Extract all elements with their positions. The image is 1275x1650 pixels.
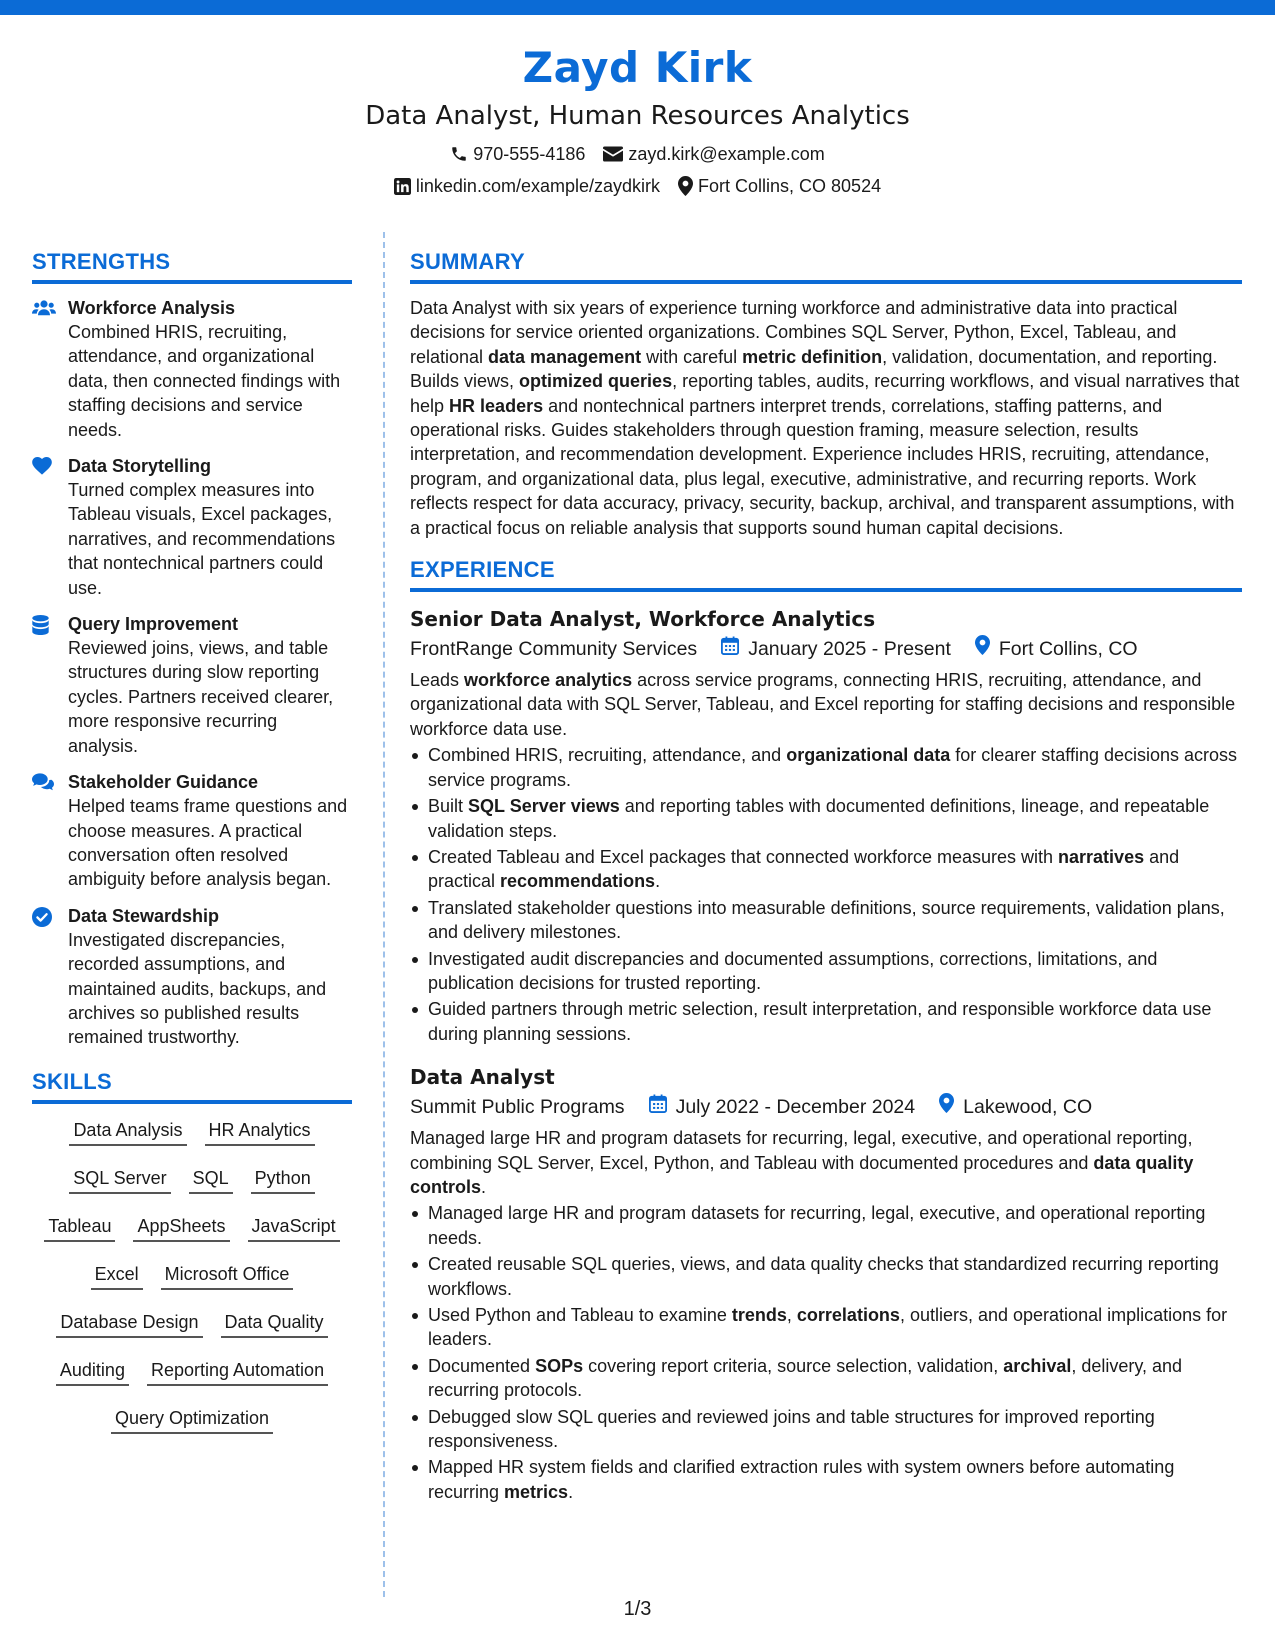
skill-tag: Python <box>251 1166 315 1194</box>
bullet-item: Debugged slow SQL queries and reviewed joins and table structures for improved reporting responsiveness. <box>410 1405 1242 1454</box>
summary-heading: SUMMARY <box>410 248 1242 284</box>
job-description: Managed large HR and program datasets for recurring, legal, executive, and operational reporting, combining SQL Server, Excel, Python, and Tableau with documented procedures and data quality controls. <box>410 1128 1194 1197</box>
check-circle-icon <box>32 904 54 1050</box>
strengths-heading: STRENGTHS <box>32 248 352 284</box>
candidate-title: Data Analyst, Human Resources Analytics <box>365 101 910 131</box>
job-location: Lakewood, CO <box>963 1096 1093 1119</box>
strength-item <box>32 296 352 442</box>
skill-tag: Tableau <box>44 1214 115 1242</box>
strength-desc: Turned complex measures into Tableau visuals, Excel packages, narratives, and recommendations that nontechnical partners could use. <box>68 480 336 598</box>
job-bullets <box>410 743 1242 1046</box>
bullet-item: Investigated audit discrepancies and documented assumptions, corrections, limitations, and publication decisions for trusted reporting. <box>410 947 1242 996</box>
company-name: FrontRange Community Services <box>410 638 698 661</box>
job-bullets <box>410 1201 1242 1504</box>
bullet-item: Combined HRIS, recruiting, attendance, and organizational data for clearer staffing decisions across service programs. <box>410 743 1242 792</box>
job-meta <box>410 1092 1242 1122</box>
strength-title: Stakeholder Guidance <box>68 772 259 793</box>
users-icon <box>32 296 54 442</box>
skill-tag: AppSheets <box>133 1214 229 1242</box>
right-column <box>410 248 1242 1520</box>
strength-item <box>32 770 352 892</box>
job-title: Data Analyst <box>410 1065 555 1090</box>
strength-item <box>32 454 352 600</box>
skill-tag: SQL Server <box>69 1166 170 1194</box>
job-location: Fort Collins, CO <box>998 638 1138 661</box>
contact-row-1 <box>0 142 1275 166</box>
email-text: zayd.kirk@example.com <box>628 144 825 164</box>
calendar-icon <box>721 634 739 664</box>
strength-desc: Combined HRIS, recruiting, attendance, and organizational data, then connected findings with staffing decisions and service needs. <box>68 322 341 440</box>
skill-tag: Excel <box>91 1262 143 1290</box>
skills-list <box>32 1118 352 1434</box>
bullet-item: Documented SOPs covering report criteria, source selection, validation, archival, delivery, and recurring protocols. <box>410 1354 1242 1403</box>
bullet-item: Guided partners through metric selection, result interpretation, and responsible workforce data use during planning sessions. <box>410 997 1242 1046</box>
skills-heading: SKILLS <box>32 1068 352 1104</box>
strength-desc: Reviewed joins, views, and table structures during slow reporting cycles. Partners received clearer, more responsive recurring analysis. <box>68 638 334 756</box>
strength-title: Query Improvement <box>68 614 239 635</box>
bullet-item: Created Tableau and Excel packages that connected workforce measures with narratives and practical recommendations. <box>410 845 1242 894</box>
linkedin-icon <box>394 178 411 195</box>
job-entry <box>410 604 1242 1046</box>
email-contact[interactable] <box>603 142 824 166</box>
contact-row-2 <box>0 174 1275 198</box>
linkedin-text: linkedin.com/example/zaydkirk <box>415 176 661 196</box>
skill-tag: Reporting Automation <box>147 1358 328 1386</box>
skill-tag: SQL <box>189 1166 233 1194</box>
strength-item <box>32 904 352 1050</box>
candidate-name: Zayd Kirk <box>522 43 753 92</box>
database-icon <box>32 612 54 758</box>
calendar-icon <box>649 1092 667 1122</box>
strength-title: Workforce Analysis <box>68 298 236 318</box>
skill-tag: Auditing <box>56 1358 129 1386</box>
top-accent-bar <box>0 0 1275 15</box>
strength-title: Data Storytelling <box>68 456 212 477</box>
bullet-item: Managed large HR and program datasets for recurring, legal, executive, and operational reporting needs. <box>410 1201 1242 1250</box>
location-text: Fort Collins, CO 80524 <box>698 176 882 196</box>
left-column <box>32 248 352 1434</box>
skill-tag: Database Design <box>56 1310 202 1338</box>
job-dates: July 2022 - December 2024 <box>675 1096 916 1119</box>
job-meta <box>410 634 1242 664</box>
comments-icon <box>32 770 54 892</box>
map-pin-icon <box>678 176 693 196</box>
phone-contact[interactable] <box>450 142 585 166</box>
location-contact <box>678 174 881 198</box>
strength-desc: Investigated discrepancies, recorded assumptions, and maintained audits, backups, and archives so published results remained trustworthy. <box>68 929 327 1048</box>
skill-tag: Query Optimization <box>111 1406 273 1434</box>
strength-item <box>32 612 352 758</box>
phone-icon <box>450 145 468 163</box>
bullet-item: Translated stakeholder questions into measurable definitions, source requirements, validation plans, and delivery milestones. <box>410 896 1242 945</box>
summary-paragraph: Data Analyst with six years of experience turning workforce and administrative data into practical decisions for service oriented organizations. Combines SQL Server, Python, Excel, Tableau, and relational data management with careful metric definition, validation, documentation, and reporting. Builds views, optimized queries, reporting tables, audits, recurring workflows, and visual narratives that help HR leaders and nontechnical partners interpret trends, correlations, staffing patterns, and operational risks. Guides stakeholders through question framing, measure selection, results interpretation, and recommendation development. Experience includes HRIS, recruiting, attendance, program, and organizational data, plus legal, executive, administrative, and recurring reports. Work reflects respect for data accuracy, privacy, security, backup, archival, and transparent assumptions, with a practical focus on reliable analysis that supports sound human capital decisions. <box>410 298 1240 538</box>
skill-tag: Data Analysis <box>69 1118 186 1146</box>
strength-desc: Helped teams frame questions and choose measures. A practical conversation often resolved ambiguity before analysis began. <box>68 796 348 890</box>
job-dates: January 2025 - Present <box>748 638 951 661</box>
bullet-item: Used Python and Tableau to examine trends, correlations, outliers, and operational implications for leaders. <box>410 1303 1242 1352</box>
job-title: Senior Data Analyst, Workforce Analytics <box>410 607 876 632</box>
heart-icon <box>32 454 54 600</box>
bullet-item: Built SQL Server views and reporting tables with documented definitions, lineage, and repeatable validation steps. <box>410 794 1242 843</box>
resume-header <box>0 40 1275 198</box>
skill-tag: JavaScript <box>248 1214 340 1242</box>
skill-tag: HR Analytics <box>205 1118 315 1146</box>
page-number: 1/3 <box>623 1598 652 1620</box>
phone-text: 970-555-4186 <box>473 144 586 164</box>
strength-title: Data Stewardship <box>68 905 220 926</box>
skill-tag: Data Quality <box>221 1310 328 1338</box>
map-pin-icon <box>939 1092 954 1122</box>
linkedin-contact[interactable] <box>394 174 660 198</box>
bullet-item: Created reusable SQL queries, views, and data quality checks that standardized recurring reporting workflows. <box>410 1252 1242 1301</box>
map-pin-icon <box>975 634 990 664</box>
job-entry <box>410 1062 1242 1504</box>
experience-heading: EXPERIENCE <box>410 556 1242 592</box>
job-description: Leads workforce analytics across service programs, connecting HRIS, recruiting, attendance, and organizational data with SQL Server, Tableau, and Excel reporting for staffing decisions and responsible workforce data use. <box>410 670 1236 739</box>
bullet-item: Mapped HR system fields and clarified extraction rules with system owners before automating recurring metrics. <box>410 1455 1242 1504</box>
skill-tag: Microsoft Office <box>161 1262 294 1290</box>
column-divider <box>383 232 385 1597</box>
company-name: Summit Public Programs <box>410 1096 625 1119</box>
envelope-icon <box>603 146 623 162</box>
